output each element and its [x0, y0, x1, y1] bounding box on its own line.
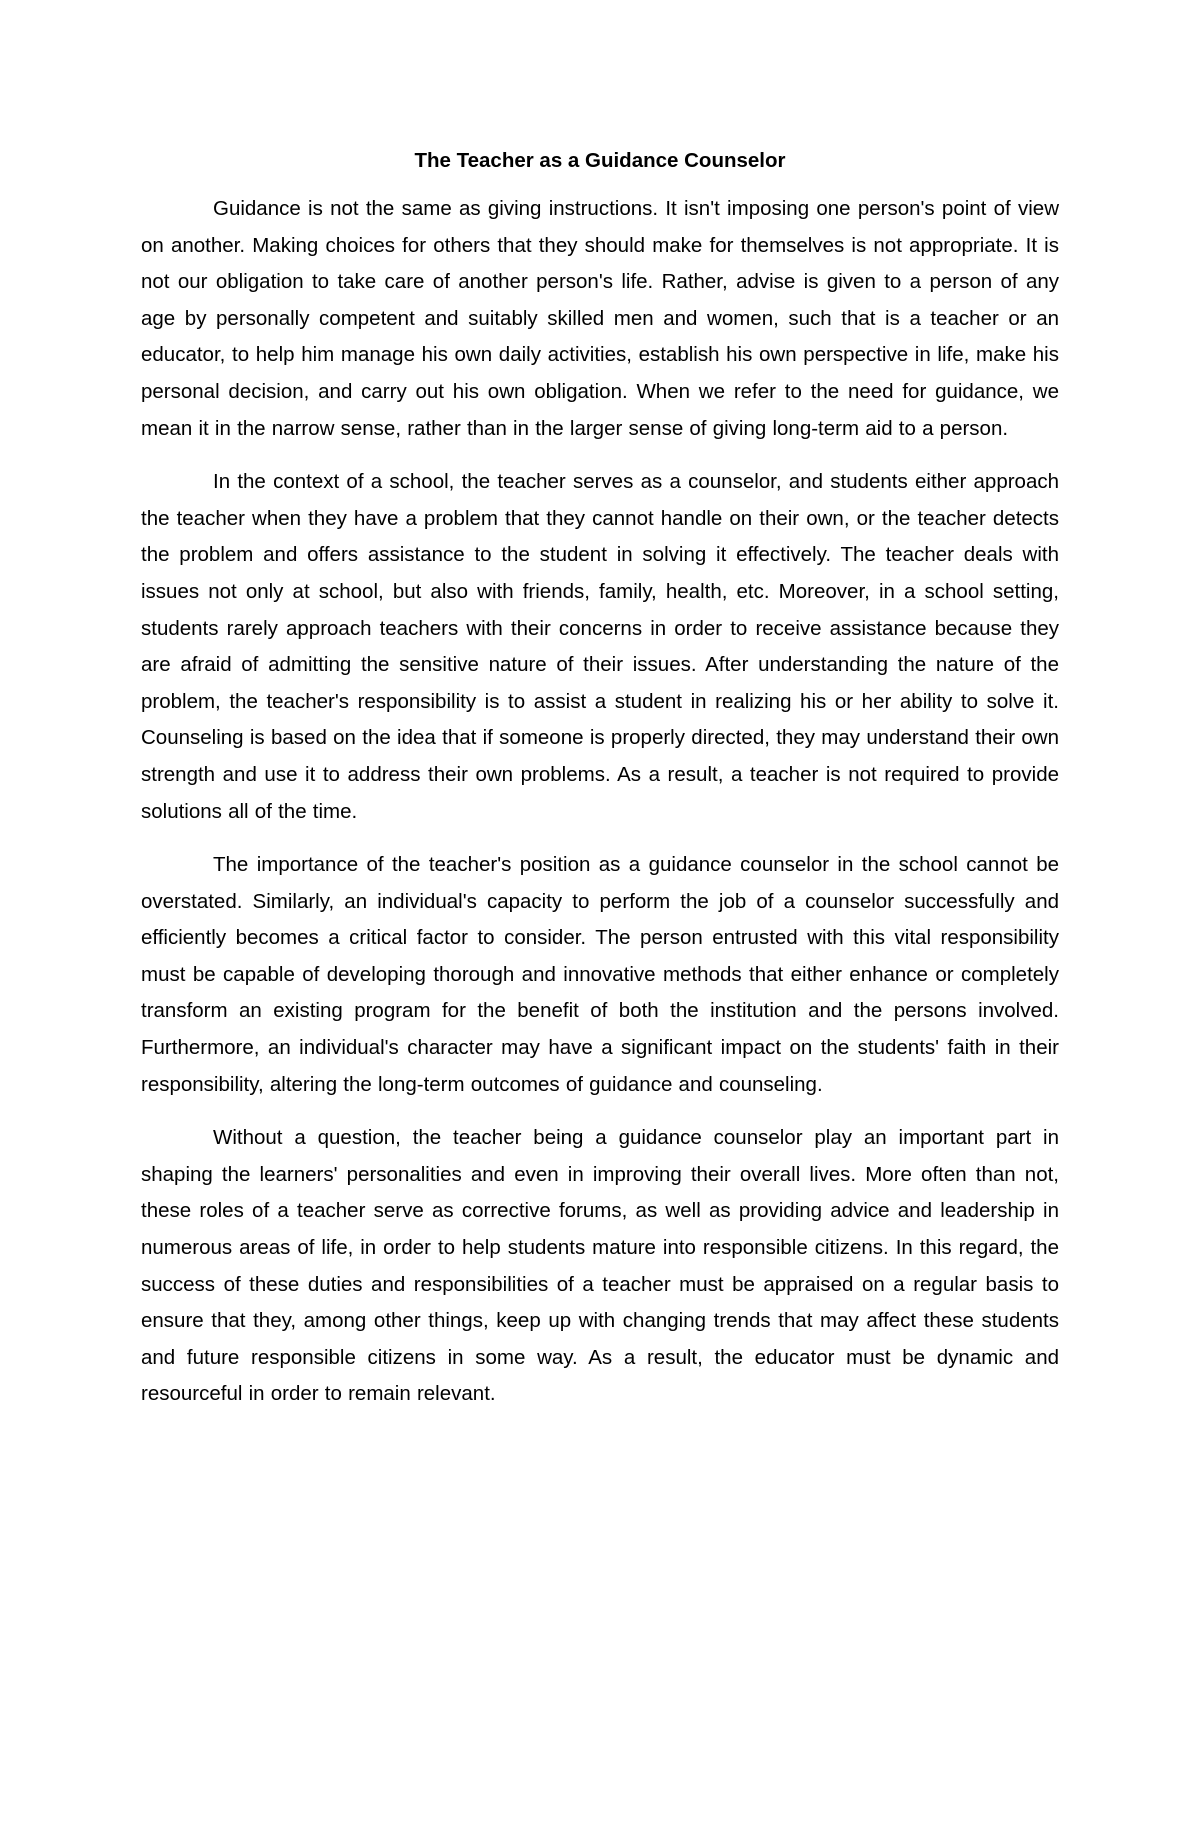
paragraph-1: Guidance is not the same as giving instructions. It isn't imposing one person's point of view on another. Making choices for others that they should make for themselves is not appropriate. It is not our obligation to take care of another person's life. Rather, advise is given to a person of any age by personally competent and suitably skilled men and women, such that is a teacher or an educator, to help him manage his own daily activities, establish his own perspective in life, make his personal decision, and carry out his own obligation. When we refer to the need for guidance, we mean it in the narrow sense, rather than in the larger sense of giving long-term aid to a person. — [141, 197, 1059, 440]
document-title: The Teacher as a Guidance Counselor — [414, 149, 786, 172]
paragraph-4: Without a question, the teacher being a guidance counselor play an important part in shaping the learners' personalities and even in improving their overall lives. More often than not, these roles of a teacher serve as corrective forums, as well as providing advice and leadership in numerous areas of life, in order to help students mature into responsible citizens. In this regard, the success of these duties and responsibilities of a teacher must be appraised on a regular basis to ensure that they, among other things, keep up with changing trends that may affect these students and future responsible citizens in some way. As a result, the educator must be dynamic and resourceful in order to remain relevant. — [141, 1126, 1059, 1406]
document-body — [141, 143, 1059, 1430]
paragraph-2: In the context of a school, the teacher serves as a counselor, and students either approach the teacher when they have a problem that they cannot handle on their own, or the teacher detects the problem and offers assistance to the student in solving it effectively. The teacher deals with issues not only at school, but also with friends, family, health, etc. Moreover, in a school setting, students rarely approach teachers with their concerns in order to receive assistance because they are afraid of admitting the sensitive nature of their issues. After understanding the nature of the problem, the teacher's responsibility is to assist a student in realizing his or her ability to solve it. Counseling is based on the idea that if someone is properly directed, they may understand their own strength and use it to address their own problems. As a result, a teacher is not required to provide solutions all of the time. — [141, 470, 1059, 823]
paragraph-3: The importance of the teacher's position as a guidance counselor in the school cannot be overstated. Similarly, an individual's capacity to perform the job of a counselor successfully and efficiently becomes a critical factor to consider. The person entrusted with this vital responsibility must be capable of developing thorough and innovative methods that either enhance or completely transform an existing program for the benefit of both the institution and the persons involved. Furthermore, an individual's character may have a significant impact on the students' faith in their responsibility, altering the long-term outcomes of guidance and counseling. — [141, 853, 1059, 1096]
